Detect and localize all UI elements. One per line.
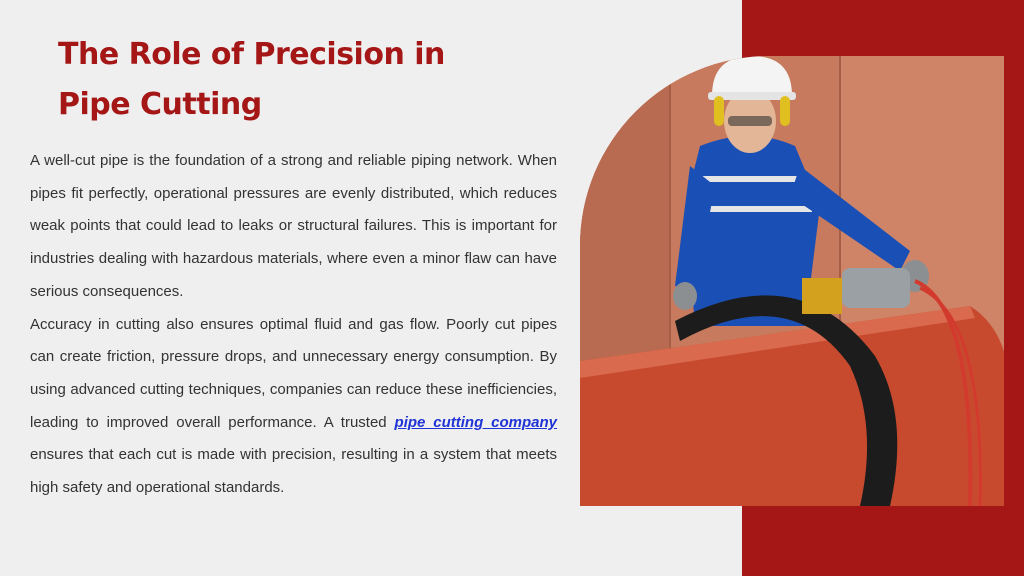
slide-title [58, 30, 518, 130]
paragraph-2 [30, 309, 557, 505]
paragraph-2-start: Accuracy in cutting also ensures optimal fluid and gas flow. Poorly cut pipes can create friction, pressure drops, and unnecessary energy consumption. By using advanced cutting techniques, companies can reduce these inefficiencies, leading to improved overall performance. A trusted [30, 315, 557, 431]
title-line-2: Pipe Cutting [58, 87, 262, 122]
body-text [30, 145, 557, 505]
title-line-1: The Role of Precision in [58, 37, 445, 72]
worker-pipe-photo [580, 56, 1004, 506]
paragraph-2-end: ensures that each cut is made with precision, resulting in a system that meets high safety and operational standards. [30, 446, 557, 497]
paragraph-1: A well-cut pipe is the foundation of a strong and reliable piping network. When pipes fit perfectly, operational pressures are evenly distributed, which reduces weak points that could lead to leaks or structural failures. This is important for industries dealing with hazardous materials, where even a minor flaw can have serious consequences. [30, 152, 557, 300]
pipe-cutting-company-link[interactable]: pipe cutting company [394, 413, 557, 431]
